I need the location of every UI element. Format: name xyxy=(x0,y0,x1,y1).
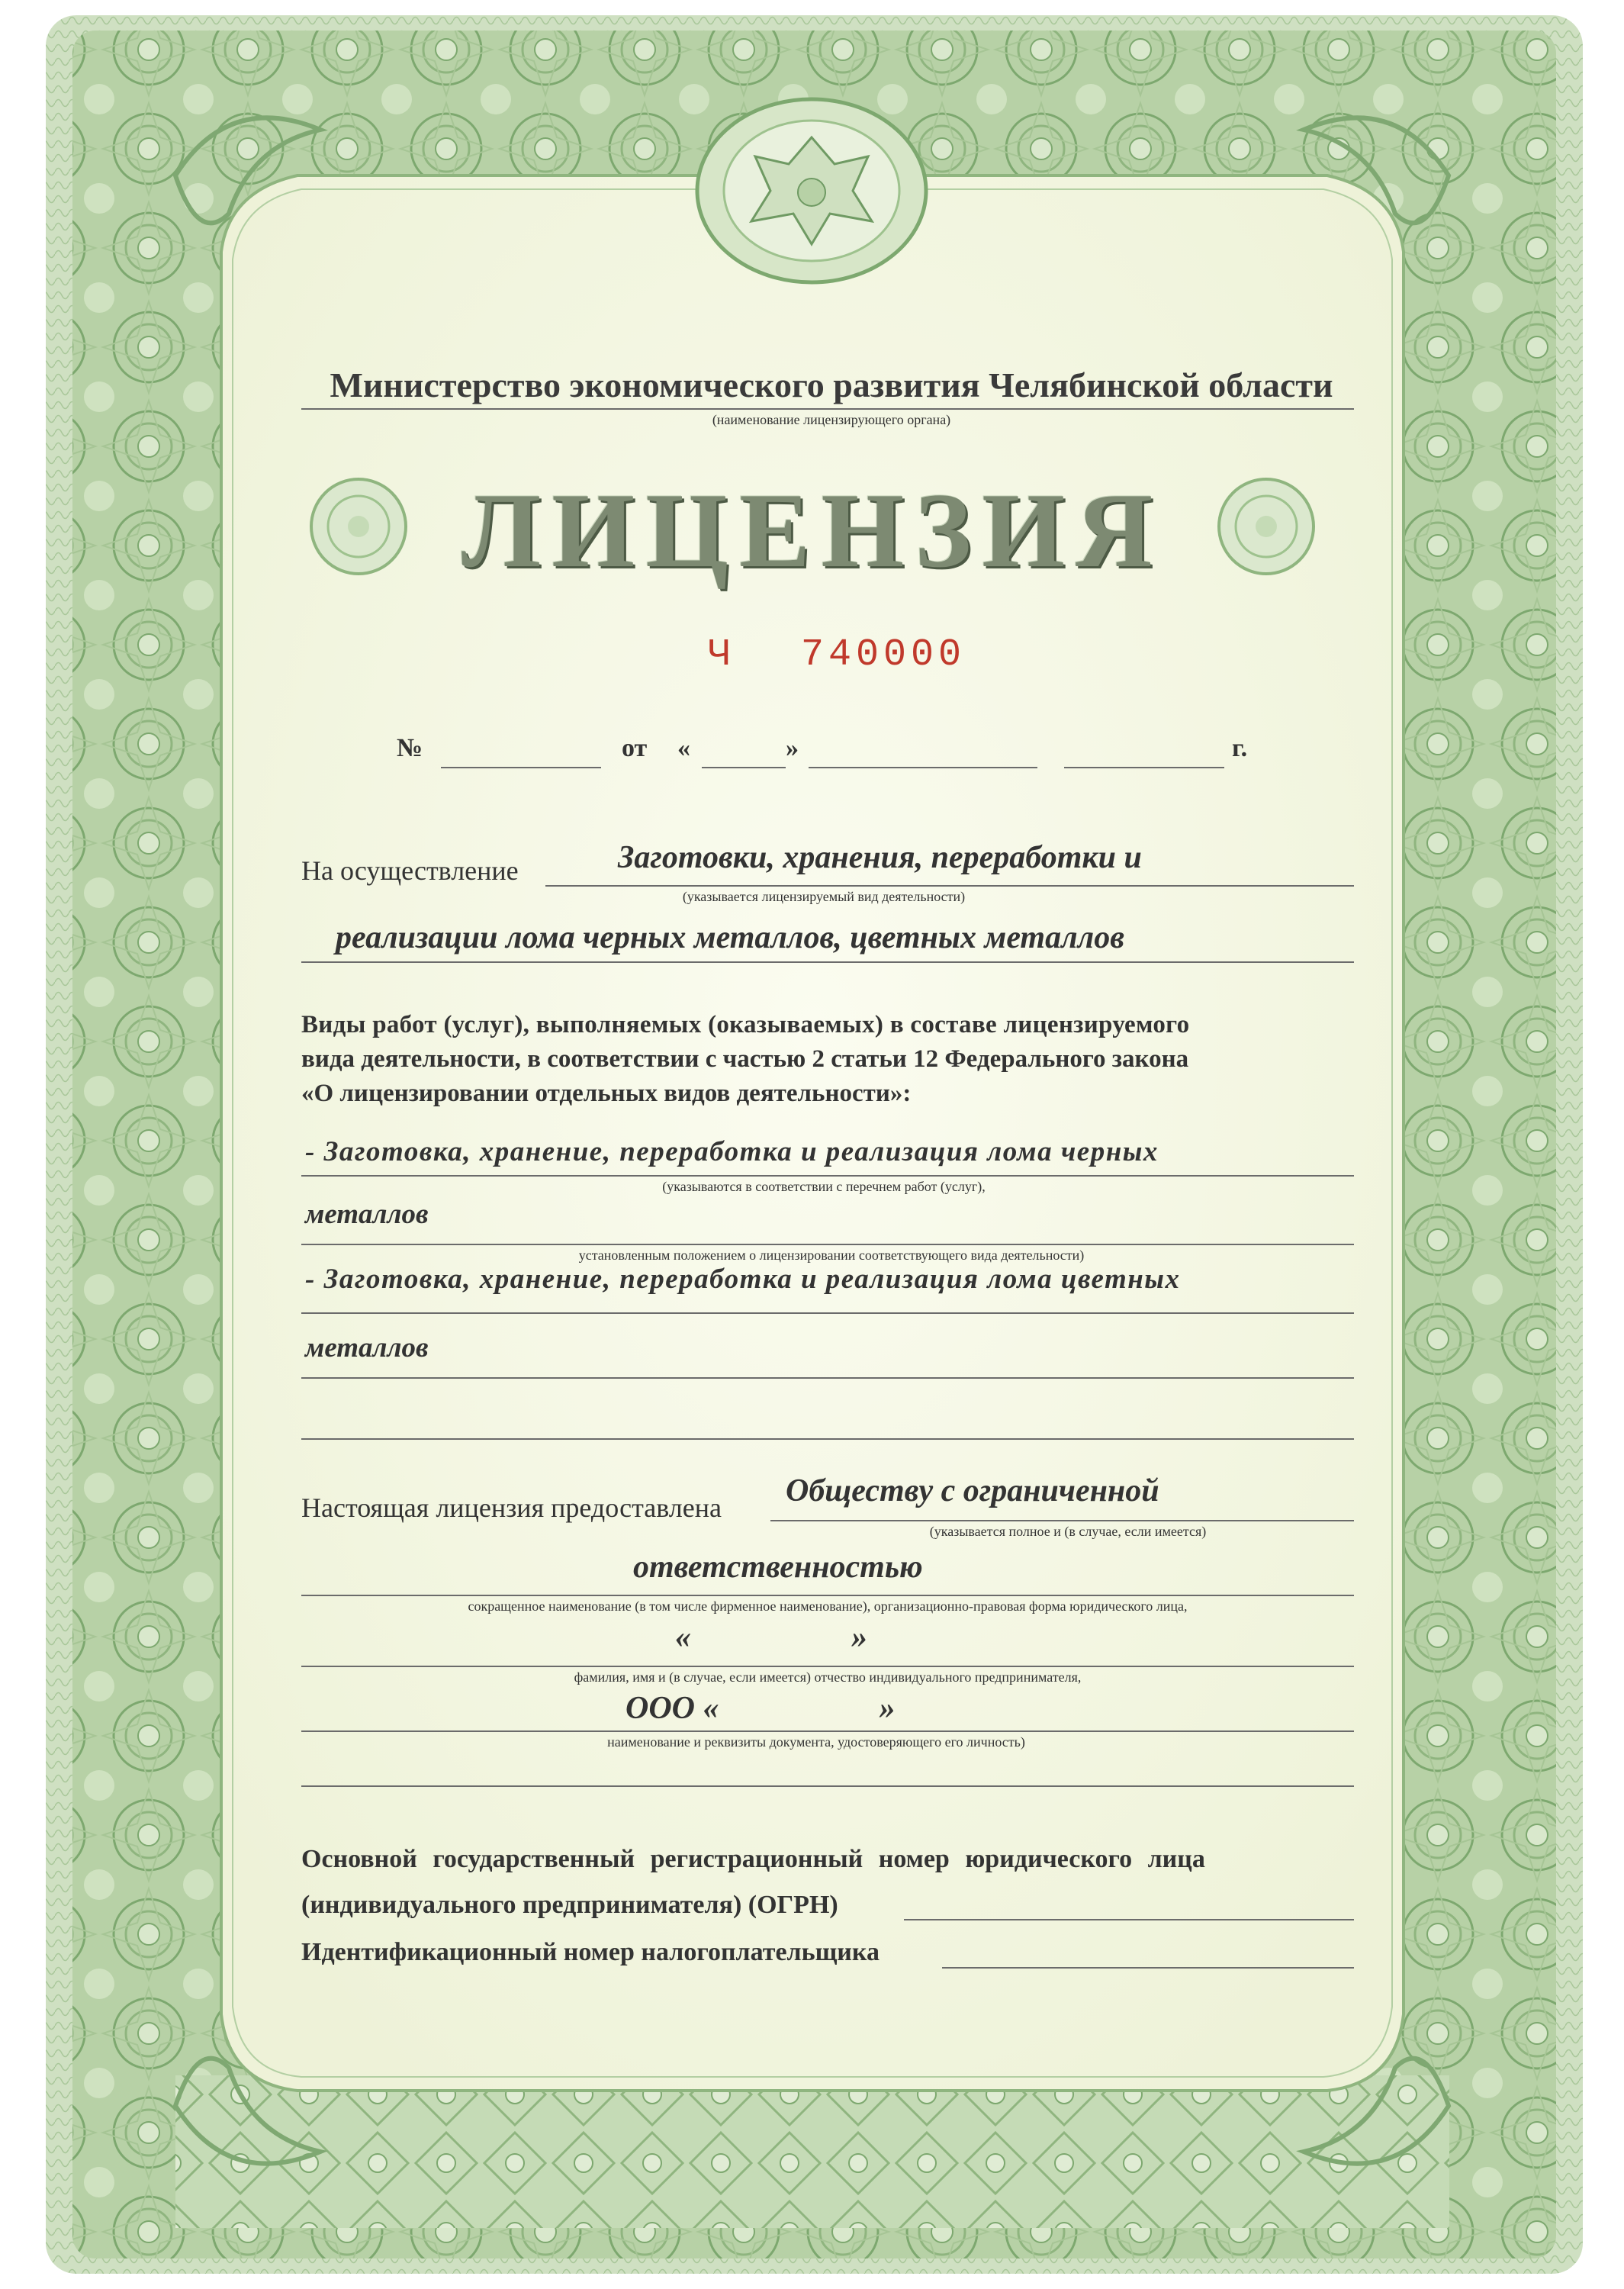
work-item2-line2: металлов xyxy=(305,1332,429,1363)
licensee-hint4: наименование и реквизиты документа, удостоверяющего его личность) xyxy=(607,1734,1025,1750)
licensee-value-line4: ООО « » xyxy=(625,1691,896,1726)
open-quote: « xyxy=(677,734,690,762)
work-line-4 xyxy=(301,1377,1354,1379)
activity-value-line2: реализации лома черных металлов, цветных металлов xyxy=(336,920,1124,955)
work-item1-line2: металлов xyxy=(305,1199,429,1230)
work-line-2 xyxy=(301,1244,1354,1245)
licensee-line-5 xyxy=(301,1785,1354,1787)
inn-line[interactable] xyxy=(942,1967,1354,1969)
ogrn-label-line1: Основной государственный регистрационный номер юридического лица xyxy=(301,1845,1205,1873)
work-line-5 xyxy=(301,1438,1354,1440)
work-line-1 xyxy=(301,1175,1354,1177)
number-line[interactable] xyxy=(441,767,601,768)
inn-label: Идентификационный номер налогоплательщика xyxy=(301,1938,880,1966)
activity-hint: (указывается лицензируемый вид деятельности) xyxy=(682,889,966,904)
activity-value-line1: Заготовки, хранения, переработки и xyxy=(618,840,1142,875)
licensee-hint1: (указывается полное и (в случае, если имеется) xyxy=(929,1524,1207,1539)
licensee-line-1 xyxy=(770,1520,1354,1521)
year-line[interactable] xyxy=(1064,767,1224,768)
year-suffix: г. xyxy=(1232,734,1248,762)
authority-name: Министерство экономического развития Челябинской области xyxy=(330,365,1333,404)
right-title-rosette xyxy=(1219,479,1314,574)
licensee-value-line2: ответственностью xyxy=(633,1550,923,1585)
licensee-label: Настоящая лицензия предоставлена xyxy=(301,1492,722,1523)
licensee-hint2: сокращенное наименование (в том числе фирменное наименование), организационно-правовая форма юридического лица, xyxy=(468,1598,1188,1614)
series-letter: Ч xyxy=(708,633,732,677)
works-intro-line2: вида деятельности, в соответствии с частью 2 статьи 12 Федерального закона xyxy=(301,1045,1189,1073)
close-quote: » xyxy=(786,734,799,762)
work-item2-line1: - Заготовка, хранение, переработка и реализация лома цветных xyxy=(305,1264,1181,1295)
works-intro-line1: Виды работ (услуг), выполняемых (оказываемых) в составе лицензируемого xyxy=(301,1011,1190,1038)
authority-hint: (наименование лицензирующего органа) xyxy=(712,412,951,427)
activity-line-1 xyxy=(545,885,1354,887)
from-label: от xyxy=(622,734,648,762)
works-intro-line3: «О лицензировании отдельных видов деятельности»: xyxy=(301,1080,912,1107)
licensee-line-2 xyxy=(301,1595,1354,1596)
day-line[interactable] xyxy=(702,767,786,768)
work-item1-hint: (указываются в соответствии с перечнем работ (услуг), xyxy=(662,1179,986,1194)
activity-label: На осуществление xyxy=(301,855,519,886)
licensee-hint3: фамилия, имя и (в случае, если имеется) отчество индивидуального предпринимателя, xyxy=(574,1669,1082,1685)
ogrn-label-line2: (индивидуального предпринимателя) (ОГРН) xyxy=(301,1891,838,1919)
ogrn-line[interactable] xyxy=(904,1919,1354,1920)
licensee-line-4 xyxy=(301,1730,1354,1732)
authority-line xyxy=(301,408,1354,410)
work-item1-line1: - Заготовка, хранение, переработка и реализация лома черных xyxy=(305,1136,1159,1167)
coat-of-arms-emblem xyxy=(697,99,926,282)
licensee-line-3 xyxy=(301,1666,1354,1667)
activity-line-2 xyxy=(301,961,1354,963)
month-line[interactable] xyxy=(809,767,1037,768)
licensee-value-line1: Обществу с ограниченной xyxy=(786,1473,1159,1508)
work-line-3 xyxy=(301,1312,1354,1314)
left-title-rosette xyxy=(311,479,406,574)
serial-number: 740000 xyxy=(801,633,966,677)
page-title: ЛИЦЕНЗИЯ xyxy=(461,472,1164,590)
number-sign: № xyxy=(397,734,423,762)
work-item1-hint2: установленным положением о лицензировании соответствующего вида деятельности) xyxy=(578,1248,1085,1263)
licensee-value-line3: « » xyxy=(675,1620,867,1655)
